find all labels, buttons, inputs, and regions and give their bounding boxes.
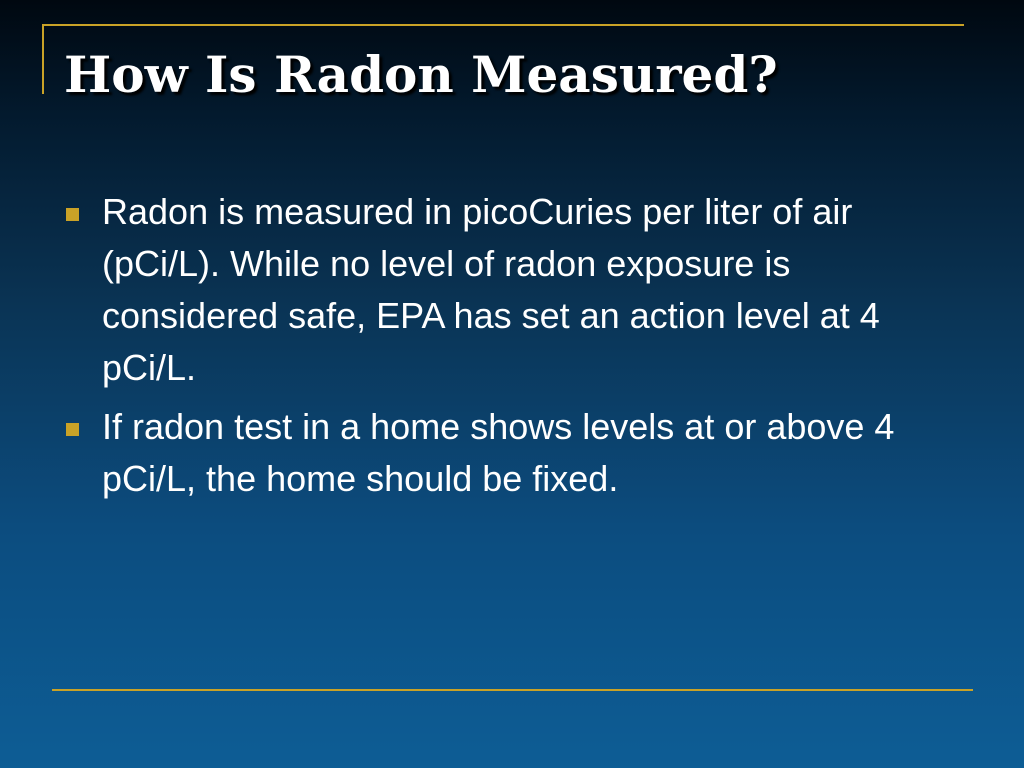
bullet-item: [64, 186, 944, 394]
bullet-list: [64, 186, 944, 512]
square-bullet-icon: [66, 208, 79, 221]
frame-left-rule: [42, 24, 44, 94]
frame-bottom-rule: [52, 689, 973, 691]
square-bullet-icon: [66, 423, 79, 436]
slide-title: How Is Radon Measured?: [64, 45, 778, 104]
bullet-item: [64, 401, 944, 505]
bullet-text: If radon test in a home shows levels at or above 4 pCi/L, the home should be fixed.: [102, 406, 895, 499]
bullet-text: Radon is measured in picoCuries per liter of air (pCi/L). While no level of radon exposure is considered safe, EPA has set an action level at 4 pCi/L.: [102, 191, 880, 388]
frame-top-rule: [42, 24, 964, 26]
